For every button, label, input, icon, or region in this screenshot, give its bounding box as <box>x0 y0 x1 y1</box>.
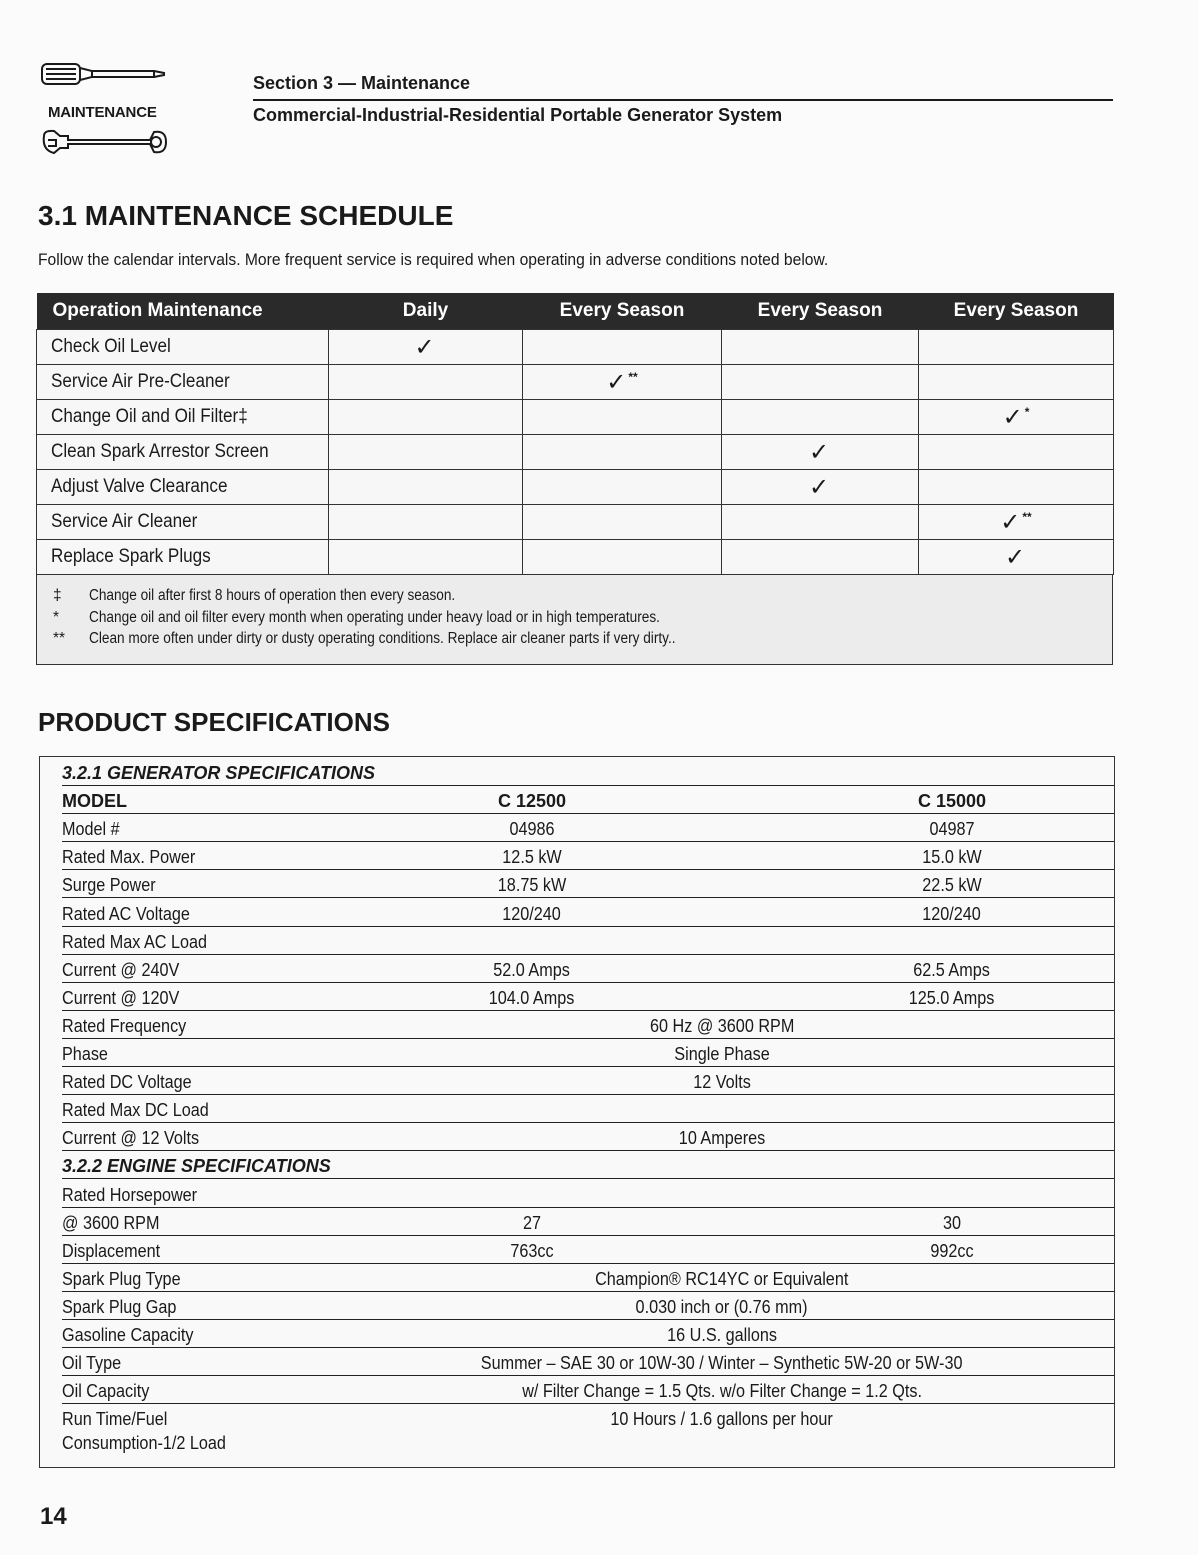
schedule-row <box>37 470 1114 505</box>
checkmark-cell <box>722 505 919 540</box>
spec-label: Oil Type <box>62 1353 122 1374</box>
checkmark-cell <box>329 505 523 540</box>
model-label: MODEL <box>62 791 127 812</box>
section-heading: Section 3 — Maintenance <box>253 73 471 93</box>
check-icon: ✓ <box>1004 543 1026 571</box>
checkmark-cell <box>329 365 523 400</box>
check-icon: ✓ <box>1002 403 1023 431</box>
spec-value-shared: 60 Hz @ 3600 RPM <box>649 1015 795 1036</box>
footnote-text: Change oil and oil filter every month when operating under heavy load or in high temperatures. <box>89 608 660 626</box>
task-label: Change Oil and Oil Filter‡ <box>37 400 329 435</box>
spec-value-c15000: 15.0 kW <box>922 847 982 868</box>
section-heading: 3.2.1 GENERATOR SPECIFICATIONS <box>62 763 376 783</box>
spec-label: Current @ 12 Volts <box>62 1128 200 1149</box>
spec-row <box>62 1319 1114 1348</box>
checkmark-cell <box>722 470 919 505</box>
footnote <box>49 607 1112 629</box>
checkmark-cell <box>919 470 1114 505</box>
spec-value-c12500: 12.5 kW <box>502 847 562 868</box>
spec-row <box>62 1010 1114 1039</box>
spec-row <box>62 1066 1114 1095</box>
spec-label: Rated Max DC Load <box>62 1100 209 1121</box>
spec-label: Current @ 240V <box>62 959 180 980</box>
spec-value-c12500: 104.0 Amps <box>489 987 575 1008</box>
spec-label: Surge Power <box>62 875 156 896</box>
spec-value-c15000: 22.5 kW <box>922 875 982 896</box>
checkmark-cell <box>722 400 919 435</box>
spec-row <box>62 1207 1114 1236</box>
checkmark-cell <box>722 435 919 470</box>
spec-label: Rated DC Voltage <box>62 1072 192 1093</box>
spec-value-c15000: 992cc <box>930 1240 974 1261</box>
checkmark-cell <box>329 540 523 575</box>
checkmark-cell <box>523 330 722 365</box>
specifications-title: PRODUCT SPECIFICATIONS <box>38 707 390 737</box>
checkmark-cell <box>523 505 722 540</box>
footnote-symbol: ** <box>53 630 66 647</box>
engine-specs-heading <box>62 1150 1114 1179</box>
spec-row <box>62 1375 1114 1404</box>
spec-label: Rated Horsepower <box>62 1184 198 1205</box>
schedule-row <box>37 400 1114 435</box>
spec-value-shared: 12 Volts <box>693 1072 751 1093</box>
spec-label: @ 3600 RPM <box>62 1212 160 1233</box>
checkmark-cell <box>722 330 919 365</box>
spec-value-shared: Summer – SAE 30 or 10W-30 / Winter – Synthetic 5W-20 or 5W-30 <box>481 1353 963 1374</box>
spec-value-c15000: 125.0 Amps <box>909 987 995 1008</box>
spec-value-shared: 16 U.S. gallons <box>667 1325 777 1345</box>
task-label: Replace Spark Plugs <box>37 540 329 575</box>
spec-label: Rated Max. Power <box>62 847 196 868</box>
task-label: Clean Spark Arrestor Screen <box>37 435 329 470</box>
header-divider <box>253 99 1113 101</box>
checkmark-cell <box>523 435 722 470</box>
spec-label: Run Time/Fuel Consumption-1/2 Load <box>62 1409 226 1454</box>
spec-label: Gasoline Capacity <box>62 1325 194 1345</box>
spec-row <box>62 898 1114 927</box>
column-header: Every Season <box>523 293 722 330</box>
model-c15000: C 15000 <box>917 791 987 812</box>
column-header: Operation Maintenance <box>37 293 329 330</box>
spec-row <box>62 813 1114 842</box>
footnote-ref: * <box>1024 404 1030 419</box>
spec-label: Phase <box>62 1044 108 1064</box>
checkmark-cell <box>919 505 1114 540</box>
spec-row <box>62 1179 1114 1208</box>
spec-label: Rated Max AC Load <box>62 931 207 952</box>
spec-label: Rated AC Voltage <box>62 903 190 924</box>
spec-value-c12500: 52.0 Amps <box>493 959 571 980</box>
footnote-text: Change oil after first 8 hours of operation then every season. <box>89 587 456 604</box>
schedule-header-row <box>37 293 1114 330</box>
schedule-row <box>37 330 1114 365</box>
spec-row <box>62 1291 1114 1320</box>
checkmark-cell <box>523 365 722 400</box>
spec-row <box>62 1038 1114 1067</box>
model-row <box>62 785 1114 814</box>
spec-row <box>62 869 1114 898</box>
footnote <box>49 628 1112 650</box>
checkmark-cell <box>329 435 523 470</box>
check-icon: ✓ <box>808 473 830 501</box>
spec-value-c15000: 120/240 <box>922 903 982 924</box>
checkmark-cell <box>329 330 523 365</box>
spec-row <box>62 954 1114 983</box>
schedule-footnotes <box>36 575 1113 665</box>
checkmark-cell <box>329 470 523 505</box>
check-icon: ✓ <box>606 368 627 396</box>
check-icon: ✓ <box>808 438 830 466</box>
schedule-row <box>37 505 1114 540</box>
spec-row <box>62 841 1114 870</box>
spec-value-shared: w/ Filter Change = 1.5 Qts. w/o Filter Change = 1.2 Qts. <box>522 1381 922 1402</box>
spec-row <box>62 1403 1114 1459</box>
spec-label: Rated Frequency <box>62 1015 187 1036</box>
schedule-intro: Follow the calendar intervals. More frequent service is required when operating in adverse conditions noted below. <box>38 250 829 269</box>
spec-label: Oil Capacity <box>62 1381 150 1402</box>
spec-value-c15000: 30 <box>942 1212 962 1233</box>
spec-value-c15000: 62.5 Amps <box>913 959 991 980</box>
spec-label: Model # <box>62 819 120 840</box>
task-label: Service Air Cleaner <box>37 505 329 540</box>
spec-row <box>62 1235 1114 1264</box>
spec-row <box>62 1094 1114 1123</box>
schedule-title: 3.1 MAINTENANCE SCHEDULE <box>38 200 454 231</box>
spec-value-c12500: 18.75 kW <box>497 875 567 896</box>
checkmark-cell <box>919 540 1114 575</box>
schedule-row <box>37 540 1114 575</box>
document-subtitle: Commercial-Industrial-Residential Portable Generator System <box>253 105 783 125</box>
spec-row <box>62 982 1114 1011</box>
checkmark-cell <box>523 540 722 575</box>
checkmark-cell <box>722 540 919 575</box>
checkmark-cell <box>919 365 1114 400</box>
column-header: Daily <box>329 293 523 330</box>
task-label: Service Air Pre-Cleaner <box>37 365 329 400</box>
generator-specs-heading <box>62 757 1114 786</box>
spec-row <box>62 1263 1114 1292</box>
footnote-text: Clean more often under dirty or dusty operating conditions. Replace air cleaner parts if very dirty.. <box>89 630 676 647</box>
spec-value-c15000: 04987 <box>929 819 975 840</box>
spec-value-shared: Single Phase <box>674 1044 770 1064</box>
logo-label: MAINTENANCE <box>48 104 157 121</box>
spec-value-shared: Champion® RC14YC or Equivalent <box>595 1268 849 1289</box>
spec-row <box>62 926 1114 955</box>
specifications-table <box>39 756 1115 1468</box>
spec-value-c12500: 120/240 <box>502 903 562 924</box>
spec-label: Current @ 120V <box>62 987 180 1008</box>
column-header: Every Season <box>919 293 1114 330</box>
spec-label: Spark Plug Type <box>62 1268 181 1289</box>
spec-value-c12500: 04986 <box>509 819 555 840</box>
schedule-row <box>37 365 1114 400</box>
spec-row <box>62 1122 1114 1151</box>
section-heading: 3.2.2 ENGINE SPECIFICATIONS <box>62 1156 331 1177</box>
spec-value-c12500: 27 <box>522 1212 542 1233</box>
checkmark-cell <box>329 400 523 435</box>
footnote-ref: ** <box>1022 509 1032 524</box>
column-header: Every Season <box>722 293 919 330</box>
schedule-row <box>37 435 1114 470</box>
spec-value-c12500: 763cc <box>510 1240 554 1261</box>
check-icon: ✓ <box>1000 508 1021 536</box>
checkmark-cell <box>919 330 1114 365</box>
maintenance-schedule-table <box>36 293 1113 665</box>
model-c12500: C 12500 <box>497 791 567 812</box>
checkmark-cell <box>523 470 722 505</box>
spec-value-shared: 10 Amperes <box>678 1128 766 1149</box>
checkmark-cell <box>523 400 722 435</box>
page-number: 14 <box>40 1503 67 1530</box>
checkmark-cell <box>919 435 1114 470</box>
task-label: Check Oil Level <box>37 330 329 365</box>
checkmark-cell <box>919 400 1114 435</box>
spec-row <box>62 1347 1114 1376</box>
footnote <box>49 585 1112 607</box>
spec-label: Spark Plug Gap <box>62 1296 177 1317</box>
task-label: Adjust Valve Clearance <box>37 470 329 505</box>
spec-label: Displacement <box>62 1240 161 1261</box>
footnote-symbol: * <box>53 608 60 626</box>
footnote-symbol: ‡ <box>53 587 62 604</box>
spec-value-shared: 10 Hours / 1.6 gallons per hour <box>610 1409 834 1430</box>
checkmark-cell <box>722 365 919 400</box>
spec-value-shared: 0.030 inch or (0.76 mm) <box>636 1296 808 1317</box>
footnote-ref: ** <box>628 369 638 384</box>
check-icon: ✓ <box>414 333 435 361</box>
